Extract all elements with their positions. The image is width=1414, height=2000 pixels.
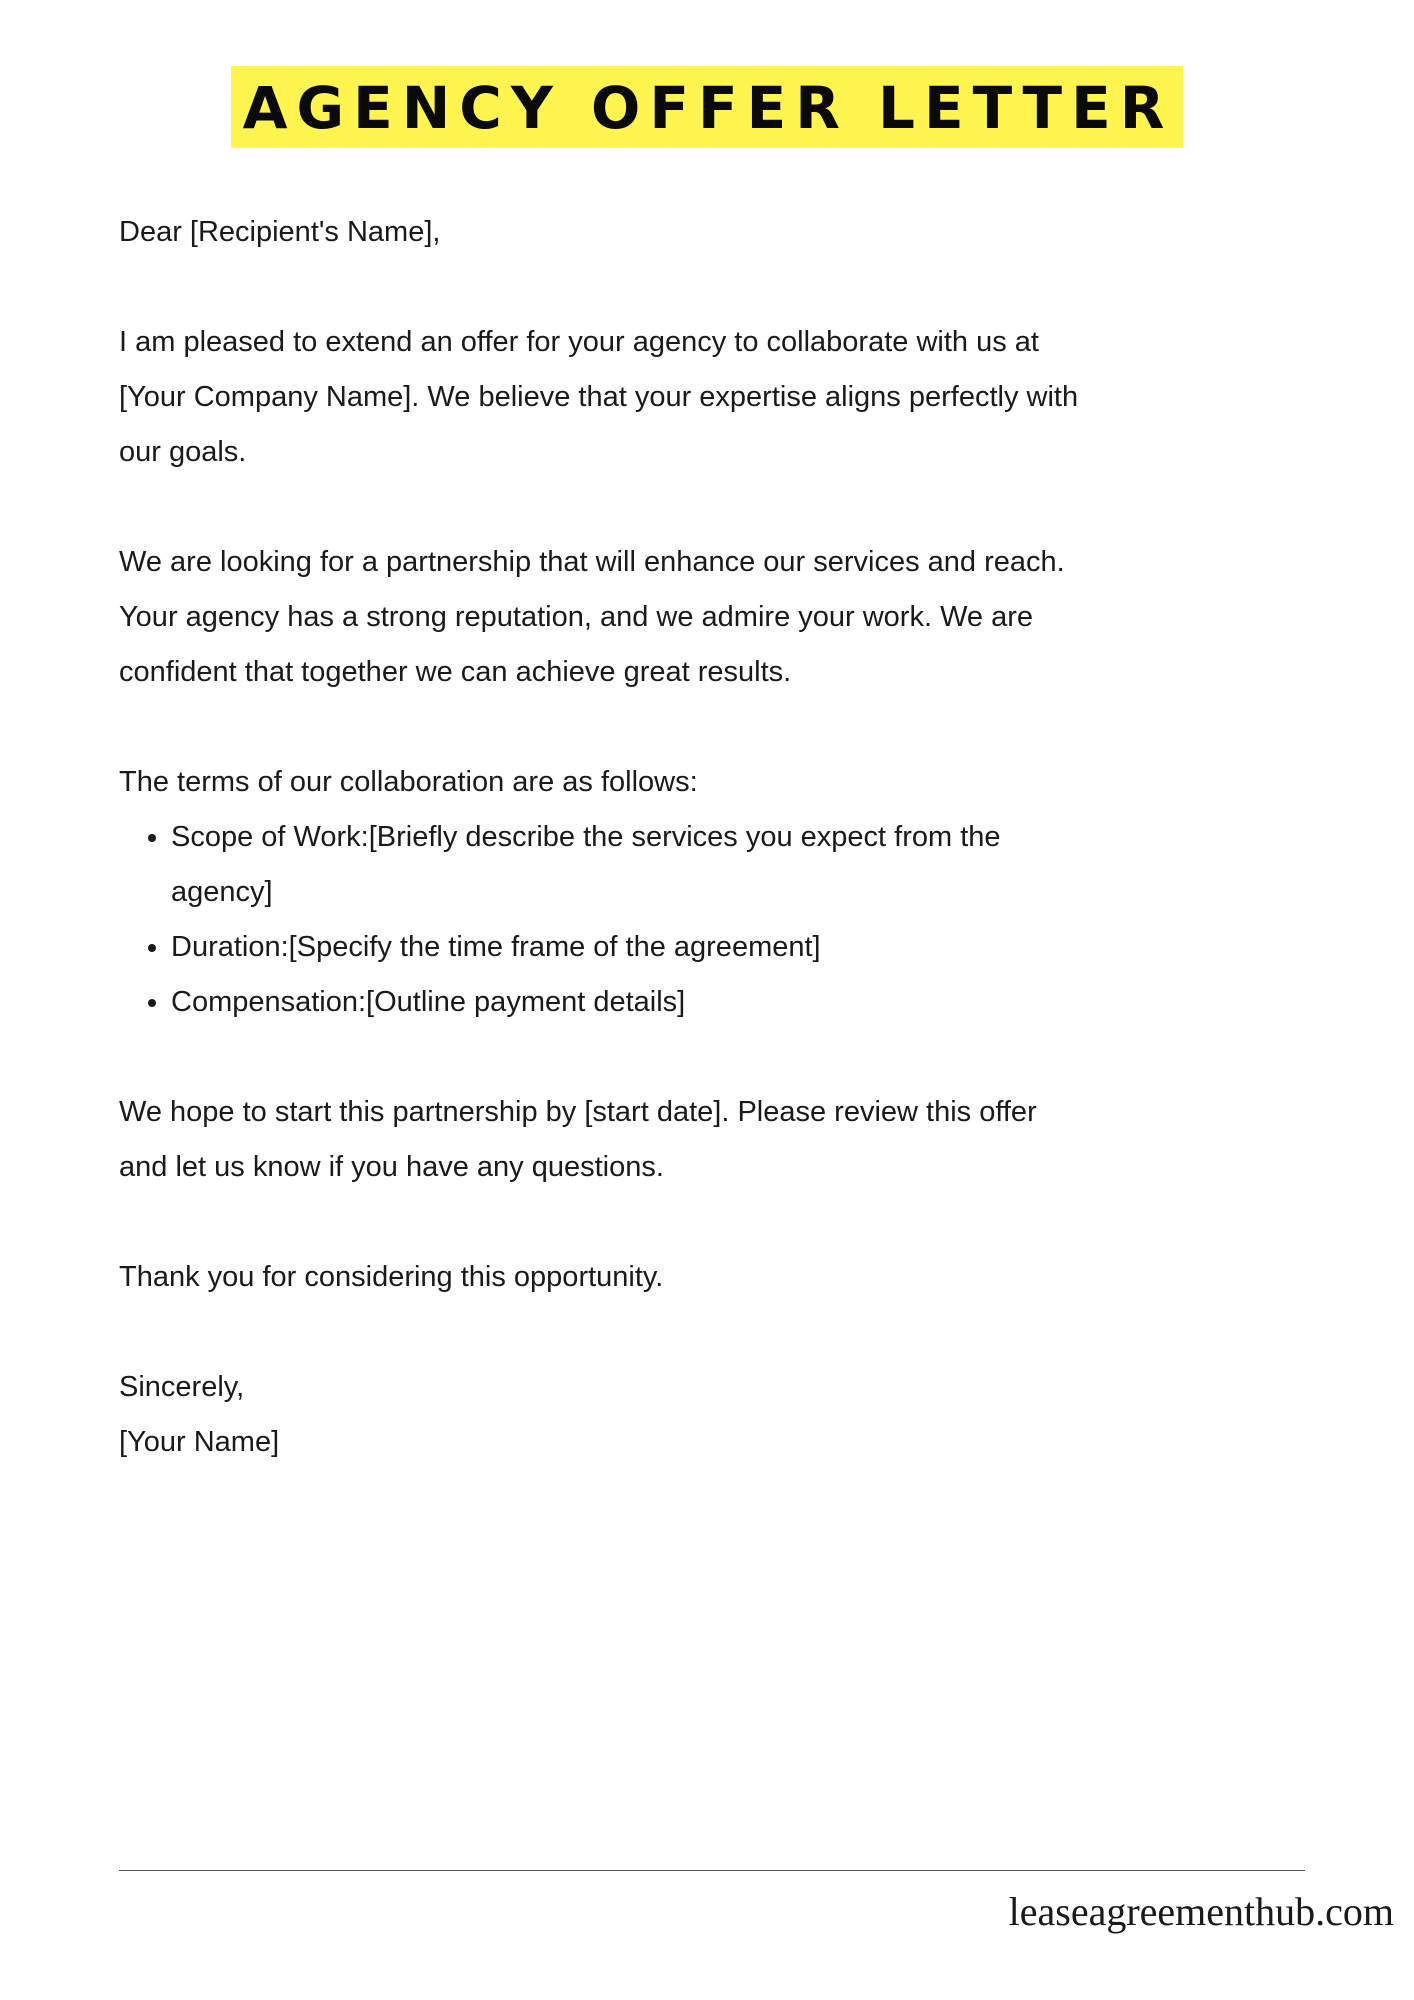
letter-body — [119, 205, 1319, 1470]
intro-line-1: I am pleased to extend an offer for your agency to collaborate with us at — [119, 326, 1039, 358]
terms-list — [119, 810, 1319, 1030]
spacer — [119, 480, 1319, 535]
intro-line-3: our goals. — [119, 436, 247, 468]
term-item-compensation — [171, 975, 1319, 1030]
spacer — [119, 1030, 1319, 1085]
partnership-line-3: confident that together we can achieve great results. — [119, 656, 792, 688]
signoff-name: [Your Name] — [119, 1426, 280, 1458]
intro-line-2: [Your Company Name]. We believe that your expertise aligns perfectly with — [119, 381, 1079, 413]
footer-website: leaseagreementhub.com — [1008, 1889, 1394, 1934]
partnership-line-2: Your agency has a strong reputation, and we admire your work. We are — [119, 601, 1034, 633]
term-item-duration — [171, 920, 1319, 975]
document-title: AGENCY OFFER LETTER — [231, 66, 1184, 148]
term-scope-line-1: Scope of Work:[Briefly describe the services you expect from the — [171, 821, 1001, 853]
closing-paragraph — [119, 1085, 1319, 1195]
partnership-line-1: We are looking for a partnership that will enhance our services and reach. — [119, 546, 1065, 578]
spacer — [119, 1305, 1319, 1360]
terms-intro: The terms of our collaboration are as follows: — [119, 766, 698, 798]
spacer — [119, 1195, 1319, 1250]
salutation: Dear [Recipient's Name], — [119, 216, 441, 248]
term-compensation-text: Compensation:[Outline payment details] — [171, 986, 686, 1018]
term-duration-text: Duration:[Specify the time frame of the agreement] — [171, 931, 821, 963]
closing-line-1: We hope to start this partnership by [start date]. Please review this offer — [119, 1096, 1037, 1128]
spacer — [119, 260, 1319, 315]
footer-divider — [119, 1870, 1305, 1871]
partnership-paragraph — [119, 535, 1319, 700]
signoff-closing: Sincerely, — [119, 1371, 245, 1403]
intro-paragraph — [119, 315, 1319, 480]
title-container — [0, 66, 1414, 148]
term-scope-line-2: agency] — [171, 876, 273, 908]
thanks-line: Thank you for considering this opportunity. — [119, 1261, 664, 1293]
term-item-scope — [171, 810, 1319, 920]
spacer — [119, 700, 1319, 755]
closing-line-2: and let us know if you have any questions. — [119, 1151, 664, 1183]
